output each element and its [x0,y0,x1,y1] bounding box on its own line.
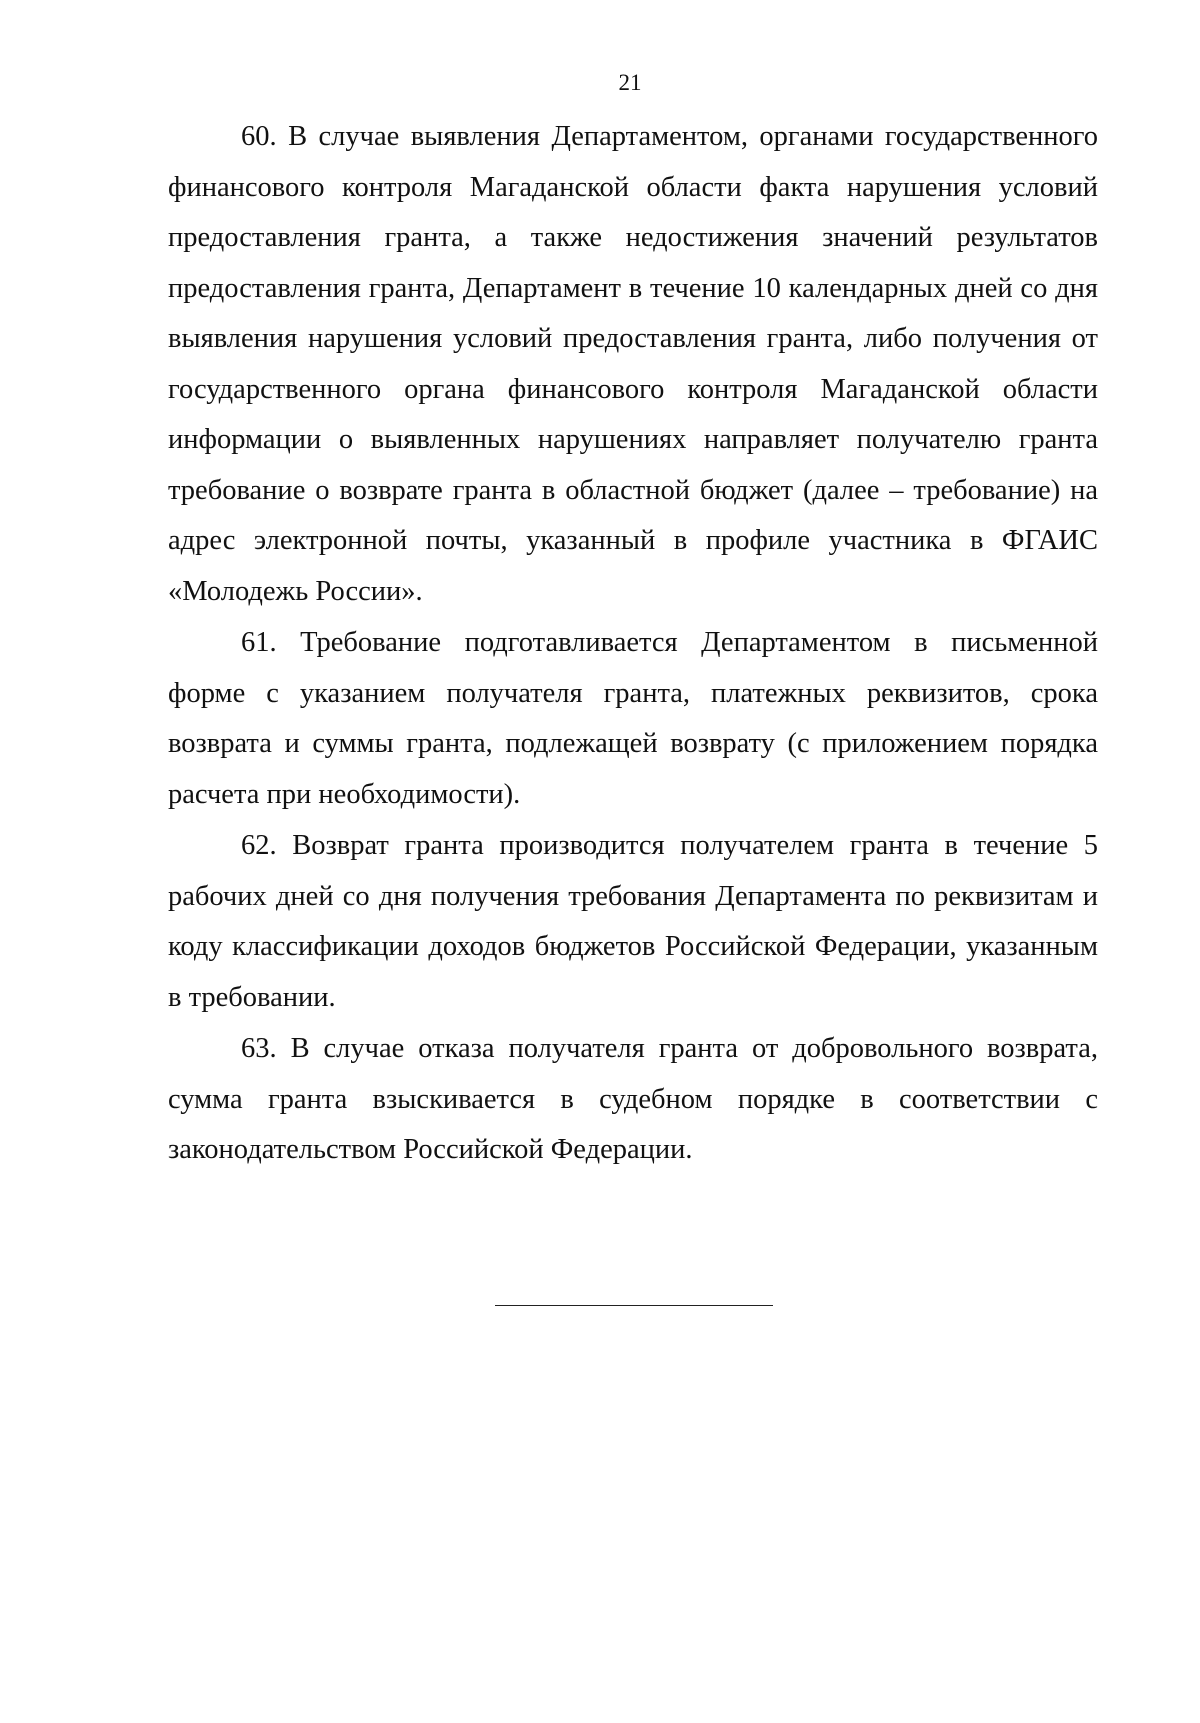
paragraph-61: 61. Требование подготавливается Департаментом в письменной форме с указанием получателя гранта, платежных реквизитов, срока возврата и суммы гранта, подлежащей возврату (с приложением порядка расчета при необходимости). [168,627,1098,810]
document-body [168,112,1098,1177]
paragraph-62: 62. Возврат гранта производится получателем гранта в течение 5 рабочих дней со дня получения требования Департамента по реквизитам и коду классификации доходов бюджетов Российской Федерации, указанным в требовании. [168,830,1098,1013]
end-divider-line [495,1305,773,1306]
paragraph-63: 63. В случае отказа получателя гранта от добровольного возврата, сумма гранта взыскивается в судебном порядке в соответствии с законодательством Российской Федерации. [168,1033,1098,1165]
page-number: 21 [618,70,642,95]
paragraph-60: 60. В случае выявления Департаментом, органами государственного финансового контроля Магаданской области факта нарушения условий предоставления гранта, а также недостижения значений результатов предоставления гранта, Департамент в течение 10 календарных дней со дня выявления нарушения условий предоставления гранта, либо получения от государственного органа финансового контроля Магаданской области информации о выявленных нарушениях направляет получателю гранта требование о возврате гранта в областной бюджет (далее – требование) на адрес электронной почты, указанный в профиле участника в ФГАИС «Молодежь России». [168,121,1098,607]
